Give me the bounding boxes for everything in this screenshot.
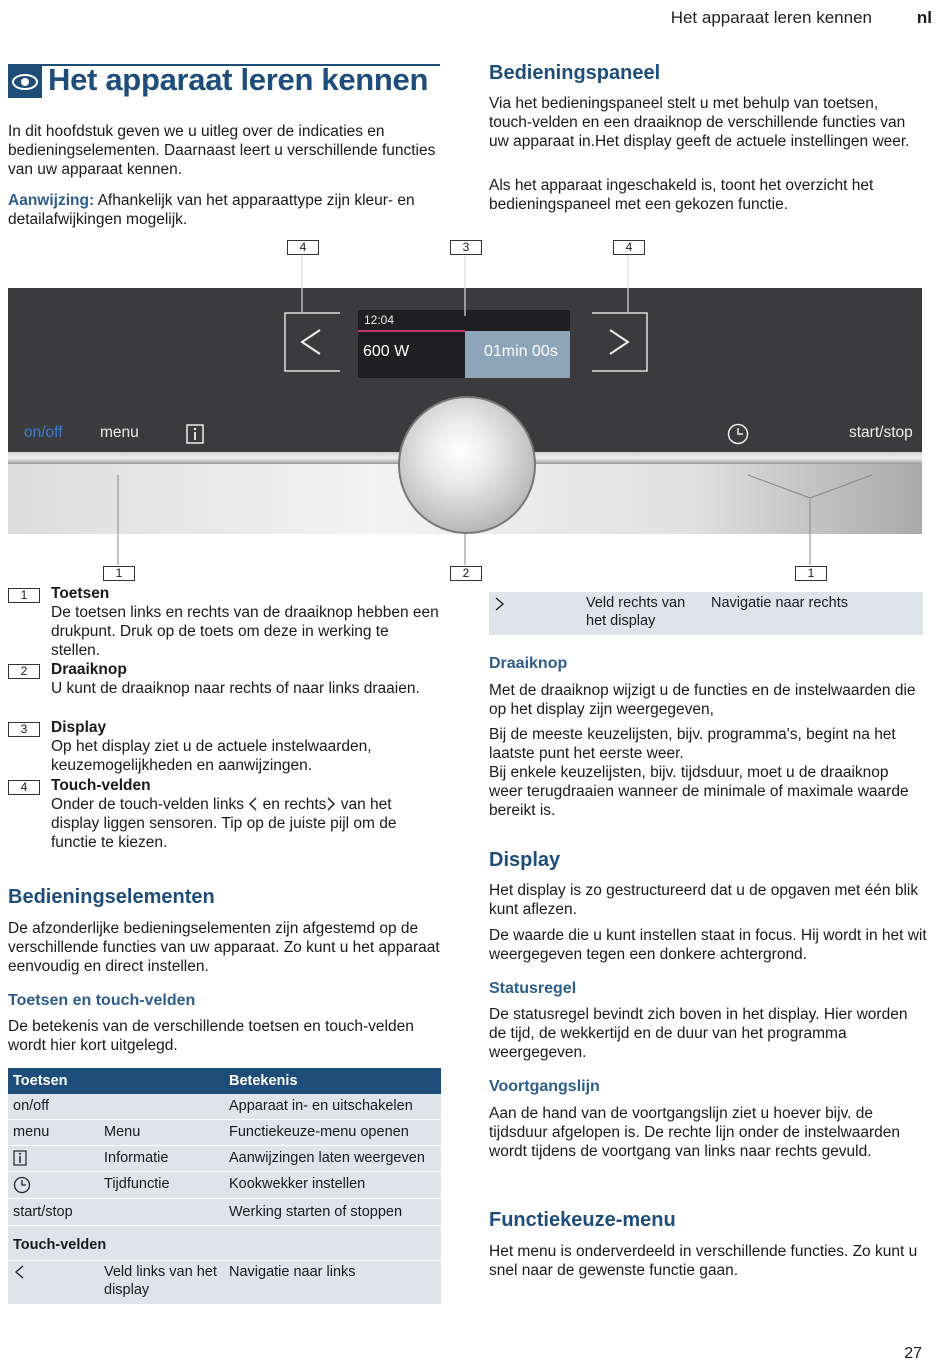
display-paragraph-2: De waarde die u kunt instellen staat in focus. Hij wordt in het wit weergegeven tegen een donkere achtergrond. [489,927,927,963]
touch-subheader-label: Touch-velden [13,1237,107,1253]
row-name: Veld rechts van het display [586,595,686,629]
note-label: Aanwijzing: [8,192,95,209]
table-row-touch-right [489,592,923,635]
row-meaning: Apparaat in- en uitschakelen [229,1098,413,1114]
chevron-left-icon [248,797,258,811]
table-header-col1: Toetsen [13,1073,68,1089]
legend-text: Op het display ziet u de actuele instelwaarden, keuzemogelijkheden en aanwijzingen. [51,738,372,774]
section-heading-bedieningspaneel: Bedieningspaneel [489,62,661,84]
chevron-right-icon [494,596,506,612]
callout-top-center: 3 [450,240,482,255]
callout-bottom-right: 1 [795,566,827,581]
info-icon [13,1150,27,1166]
voortgangslijn-paragraph: Aan de hand van de voortgangslijn ziet u hoever bijv. de tijdsduur afgelopen is. De rechte lijn onder de instelwaarden wordt tijdens de voortgang van links naar rechts gevuld. [489,1105,900,1160]
statusregel-paragraph: De statusregel bevindt zich boven in het display. Hier worden de tijd, de wekkertijd en de duur van het programma weergegeven. [489,1006,908,1061]
legend-title: Touch-velden [51,777,151,794]
callout-top-right: 4 [613,240,645,255]
table-row [8,1172,441,1200]
row-meaning: Aanwijzingen laten weergeven [229,1150,425,1166]
legend-item-touch-velden [51,776,441,852]
row-meaning: Functiekeuze-menu openen [229,1124,409,1140]
section-heading-display: Display [489,849,561,871]
table-row [8,1120,441,1147]
toetsen-paragraph: De betekenis van de verschillende toetsen en touch-velden wordt hier kort uitgelegd. [8,1018,414,1054]
bedieningselementen-paragraph: De afzonderlijke bedieningselementen zijn afgestemd op de verschillende functies van uw apparaat. Zo kunt u het apparaat eenvoudig en direct instellen. [8,920,440,975]
display-duration: 01min 00s [484,343,558,360]
callout-bottom-left: 1 [103,566,135,581]
note-text: Afhankelijk van het apparaattype zijn kleur- en detailafwijkingen mogelijk. [8,192,415,228]
section-heading-bedieningselementen: Bedieningselementen [8,886,215,908]
page-title: Het apparaat leren kennen [48,62,429,97]
page-number: 27 [904,1345,922,1362]
rotary-knob[interactable] [398,396,536,534]
clock-key-icon[interactable] [727,423,749,445]
row-meaning: Navigatie naar rechts [711,595,849,611]
intro-paragraph: In dit hoofdstuk geven we u uitleg over de indicaties en bedieningselementen. Daarnaast leert u verschillende functies van uw apparaat kennen. [8,123,436,178]
table-header-col2: Betekenis [229,1073,298,1089]
row-meaning: Navigatie naar links [229,1264,356,1280]
legend-title: Draaiknop [51,661,127,678]
draaiknop-paragraph-3: Bij enkele keuzelijsten, bijv. tijdsduur, moet u de draaiknop weer terugdraaien wanneer de minimale of maximale waarde bereikt is. [489,764,909,819]
info-key-icon[interactable] [186,424,204,444]
row-key: on/off [13,1098,50,1114]
legend-text-a: Onder de touch-velden links [51,796,245,813]
row-key: menu [13,1124,50,1140]
legend-number: 3 [8,722,40,737]
table-row [8,1199,441,1227]
legend-number: 2 [8,664,40,679]
table-subheader-touch [8,1226,441,1262]
chevron-right-icon [326,797,336,811]
legend-title: Toetsen [51,585,110,602]
legend-title: Display [51,719,107,736]
subheading-voortgangslijn: Voortgangslijn [489,1078,600,1095]
subheading-toetsen-touch-velden: Toetsen en touch-velden [8,992,196,1009]
row-name: Informatie [104,1150,169,1166]
legend-item-draaiknop [51,660,441,698]
subheading-statusregel: Statusregel [489,980,577,997]
legend-item-display [51,718,441,775]
bedieningspaneel-paragraph-2: Als het apparaat ingeschakeld is, toont het overzicht het bedieningspaneel met een gekozen functie. [489,177,874,213]
clock-icon [13,1176,31,1194]
legend-number: 1 [8,588,40,603]
row-meaning: Werking starten of stoppen [229,1204,403,1220]
draaiknop-paragraph-1: Met de draaiknop wijzigt u de functies en de instelwaarden die op het display zijn weergegeven, [489,682,916,718]
table-row [8,1094,441,1121]
table-row [8,1146,441,1173]
legend-text-b: en rechts [262,796,327,813]
key-onoff-label[interactable]: on/off [24,424,63,441]
functiekeuze-paragraph: Het menu is onderverdeeld in verschillende functies. Zo kunt u snel naar de gewenste functie gaan. [489,1243,918,1279]
legend-text-c: van het display liggen sensoren. Tip op de juiste pijl om de functie te kiezen. [51,796,397,851]
chevron-left-icon [13,1264,25,1280]
key-startstop-label[interactable]: start/stop [849,424,913,441]
legend-number: 4 [8,780,40,795]
running-header-title: Het apparaat leren kennen [670,8,872,27]
callout-bottom-center: 2 [450,566,482,581]
display-time: 12:04 [364,313,395,327]
legend-text: U kunt de draaiknop naar rechts of naar links draaien. [51,680,420,697]
section-heading-functiekeuze-menu: Functiekeuze-menu [489,1209,676,1231]
table-header [8,1068,441,1094]
legend-text: De toetsen links en rechts van de draaiknop hebben een drukpunt. Druk op de toets om deze in werking te stellen. [51,604,439,659]
row-name: Tijdfunctie [104,1176,170,1192]
row-name: Menu [104,1124,141,1140]
display-paragraph-1: Het display is zo gestructureerd dat u de opgaven met één blik kunt aflezen. [489,882,919,918]
display-power: 600 W [363,343,410,360]
key-menu-label[interactable]: menu [100,424,139,441]
language-code: nl [916,8,932,27]
row-meaning: Kookwekker instellen [229,1176,366,1192]
row-name: Veld links van het display [104,1264,217,1298]
row-key: start/stop [13,1204,73,1220]
legend-item-toetsen [51,584,441,660]
callout-top-left: 4 [287,240,319,255]
bedieningspaneel-paragraph-1: Via het bedieningspaneel stelt u met behulp van toetsen, touch-velden en een draaiknop de verschillende functies van uw apparaat in.Het display geeft de actuele instellingen weer. [489,95,910,150]
draaiknop-paragraph-2: Bij de meeste keuzelijsten, bijv. programma's, begint na het laatste punt het eerste weer. [489,726,896,762]
subheading-draaiknop: Draaiknop [489,655,568,672]
table-row [8,1261,441,1306]
